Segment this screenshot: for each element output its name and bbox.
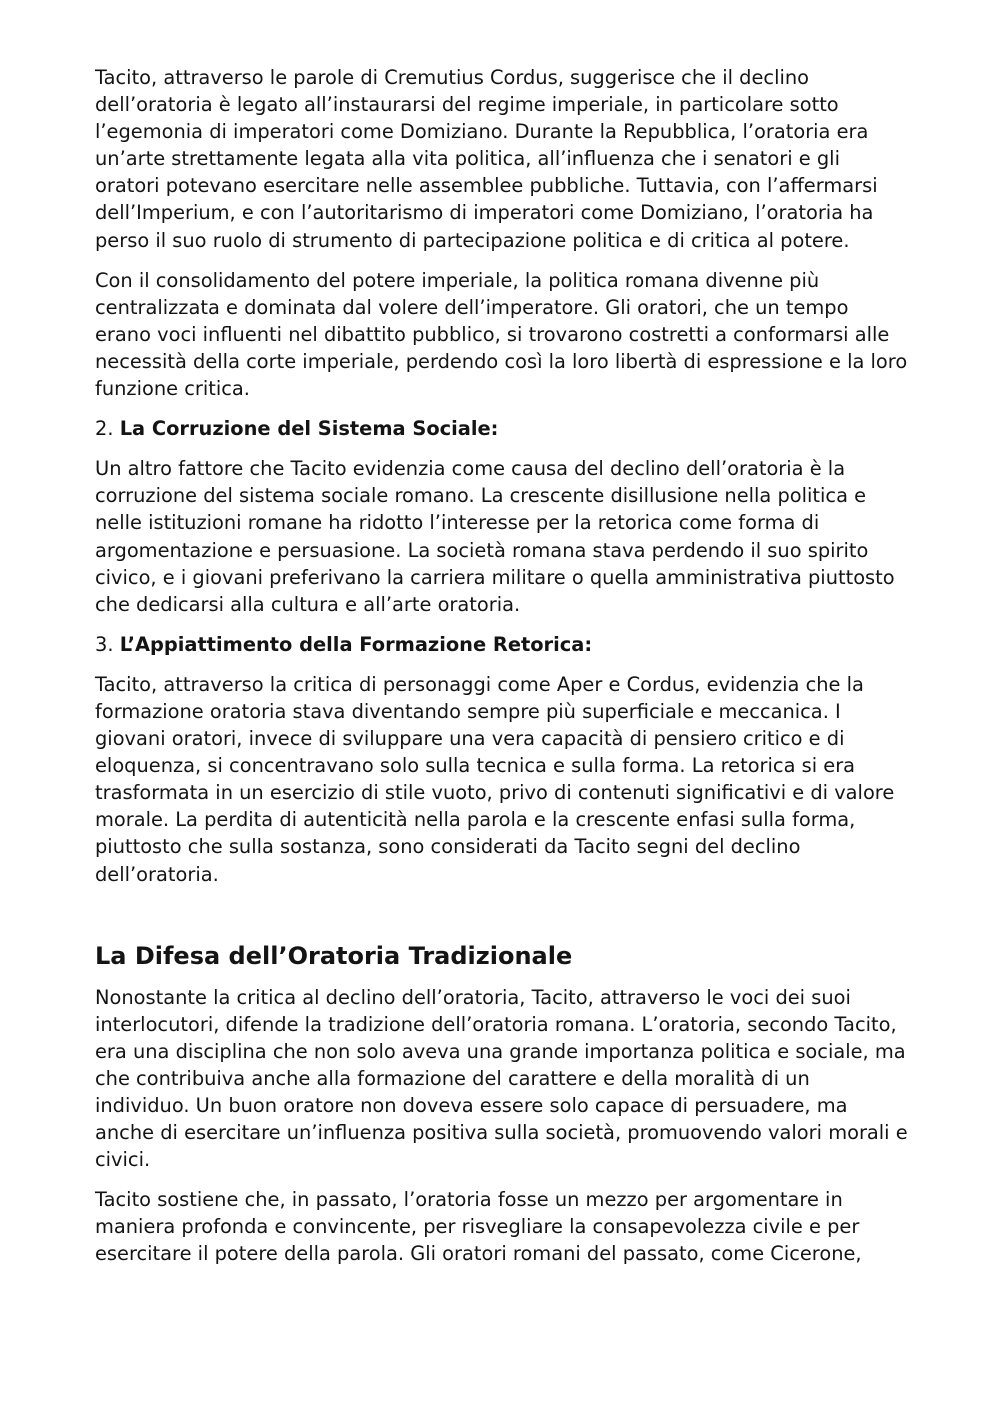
paragraph-imperial-power: Con il consolidamento del potere imperiale, la politica romana divenne più centralizzata e dominata dal volere dell’imperatore. Gli oratori, che un tempo erano voci influenti nel dibattito pubblico, si trovarono costretti a conformarsi alle necessità della corte imperiale, perdendo così la loro libertà di espressione e la loro funzione critica. — [95, 268, 908, 401]
paragraph-rhetorical-training: Tacito, attraverso la critica di personaggi come Aper e Cordus, evidenzia che la formazione oratoria stava diventando sempre più superficiale e meccanica. I giovani oratori, invece di sviluppare una vera capacità di pensiero critico e di eloquenza, si concentravano solo sulla tecnica e sulla forma. La retorica si era trasformata in un esercizio di stile vuoto, privo di contenuti significativi e di valore morale. La perdita di autenticità nella parola e la crescente enfasi sulla forma, piuttosto che sulla sostanza, sono considerati da Tacito segni del declino dell’oratoria. — [95, 672, 895, 886]
list-heading-social-corruption — [95, 415, 910, 442]
paragraph-social-corruption: Un altro fattore che Tacito evidenzia come causa del declino dell’oratoria è la corruzione del sistema sociale romano. La crescente disillusione nella politica e nelle istituzioni romane ha ridotto l’interesse per la retorica come forma di argomentazione e persuasione. La società romana stava perdendo il suo spirito civico, e i giovani preferivano la carriera militare o quella amministrativa piuttosto che dedicarsi alla cultura e all’arte oratoria. — [95, 457, 895, 616]
list-heading-rhetorical-training — [95, 631, 910, 658]
section-heading: La Difesa dell’Oratoria Tradizionale — [95, 941, 573, 970]
paragraph-imperial-regime: Tacito, attraverso le parole di Cremutius Cordus, suggerisce che il declino dell’oratoria è legato all’instaurarsi del regime imperiale, in particolare sotto l’egemonia di imperatori come Domiziano. Durante la Repubblica, l’oratoria era un’arte strettamente legata alla vita politica, all’influenza che i senatori e gli oratori potevano esercitare nelle assemblee pubbliche. Tuttavia, con l’affermarsi dell’Imperium, e con l’autoritarismo di imperatori come Domiziano, l’oratoria ha perso il suo ruolo di strumento di partecipazione politica e di critica al potere. — [95, 66, 878, 252]
list-title: L’Appiattimento della Formazione Retorica: — [119, 632, 593, 656]
document-page — [95, 64, 910, 1281]
paragraph-past-oratory: Tacito sostiene che, in passato, l’oratoria fosse un mezzo per argomentare in maniera profonda e convincente, per risvegliare la consapevolezza civile e per esercitare il potere della parola. Gli oratori romani del passato, come Cicerone, — [95, 1188, 862, 1266]
list-title: La Corruzione del Sistema Sociale: — [119, 417, 499, 441]
list-number: 2. — [95, 417, 114, 441]
list-number: 3. — [95, 632, 114, 656]
paragraph-tradition-defense: Nonostante la critica al declino dell’oratoria, Tacito, attraverso le voci dei suoi interlocutori, difende la tradizione dell’oratoria romana. L’oratoria, secondo Tacito, era una disciplina che non solo aveva una grande importanza politica e sociale, ma che contribuiva anche alla formazione del carattere e della moralità di un individuo. Un buon oratore non doveva essere solo capace di persuadere, ma anche di esercitare un’influenza positiva sulla società, promuovendo valori morali e civici. — [95, 985, 908, 1172]
